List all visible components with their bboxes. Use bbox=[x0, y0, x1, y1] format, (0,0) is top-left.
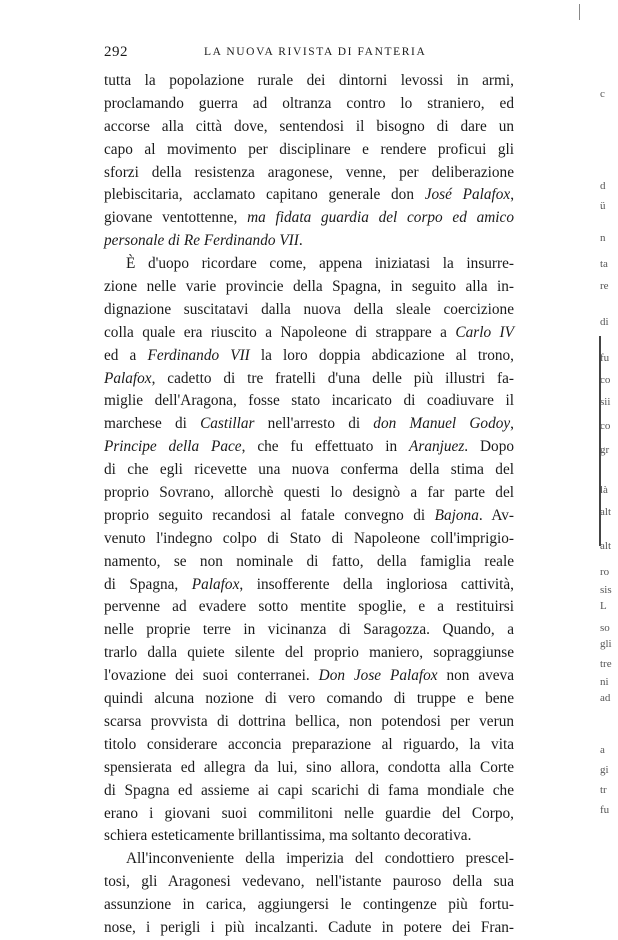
text-line: capo al movimento per disciplinare e rendere proficui gli bbox=[104, 140, 514, 158]
margin-fragment: gr bbox=[600, 444, 610, 456]
text-line: Principe della Pace, che fu effettuato in Aranjuez. Dopo bbox=[104, 438, 514, 456]
margin-fragment: n bbox=[600, 232, 606, 244]
text-line: spensierata ed allegra da lui, sino allora, condotta alla Corte bbox=[104, 758, 514, 776]
margin-fragment: sis bbox=[600, 584, 612, 596]
margin-fragment: co bbox=[600, 374, 611, 386]
margin-fragment: c bbox=[600, 88, 605, 100]
margin-fragment: a bbox=[600, 744, 605, 756]
text-line: trarlo dalla quiete silente del proprio maniero, sopraggiunse bbox=[104, 644, 514, 662]
text-line: pervenne ad evadere sotto mentite spoglie, e a restituirsi bbox=[104, 598, 514, 616]
text-line: venuto l'indegno colpo di Stato di Napoleone coll'imprigio- bbox=[104, 529, 514, 547]
margin-fragment: so bbox=[600, 622, 610, 634]
page-number: 292 bbox=[104, 44, 128, 60]
margin-fragment: là bbox=[600, 484, 608, 496]
margin-fragment: d bbox=[600, 180, 606, 192]
text-line: plebiscitaria, acclamato capitano generale don José Palafox, bbox=[104, 186, 515, 204]
adjacent-page-margin bbox=[596, 0, 618, 900]
text-line: namento, se non nominale di fatto, della famiglia reale bbox=[104, 552, 514, 570]
margin-fragment: gli bbox=[600, 638, 612, 650]
text-line: proclamando guerra ad oltranza contro lo straniero, ed bbox=[104, 94, 514, 112]
scan-mark bbox=[579, 4, 580, 20]
margin-fragment: alt bbox=[600, 506, 611, 518]
margin-fragment: tre bbox=[600, 658, 612, 670]
text-line: titolo considerare acconcia preparazione al riguardo, la vita bbox=[104, 735, 514, 753]
text-line: proprio Sovrano, allorchè questi lo designò a far parte del bbox=[104, 484, 514, 502]
text-line: dignazione suscitatavi dalla nuova della sleale coercizione bbox=[104, 300, 514, 318]
margin-fragment: ni bbox=[600, 676, 609, 688]
text-line: sforzi della resistenza aragonese, venne, per deliberazione bbox=[104, 163, 514, 181]
text-line: assunzione in carica, aggiungersi le contingenze più fortu- bbox=[104, 896, 514, 914]
body-text bbox=[104, 70, 514, 940]
text-line: zione nelle varie provincie della Spagna, in seguito alla in- bbox=[104, 278, 514, 296]
margin-fragment: co bbox=[600, 420, 611, 432]
text-line: Palafox, cadetto di tre fratelli d'una delle più illustri fa- bbox=[104, 369, 514, 387]
margin-fragment: fu bbox=[600, 352, 610, 364]
margin-fragment: gi bbox=[600, 764, 609, 776]
text-line: tosi, gli Aragonesi vedevano, nell'istante pauroso della sua bbox=[104, 873, 514, 891]
text-line: erano i giovani suoi commilitoni nelle guardie del Corpo, bbox=[104, 804, 514, 822]
margin-fragment: alt bbox=[600, 540, 611, 552]
margin-fragment: ro bbox=[600, 566, 610, 578]
text-line: di Spagna, Palafox, insofferente della ingloriosa cattività, bbox=[104, 575, 514, 593]
margin-fragment: re bbox=[600, 280, 609, 292]
text-line: È d'uopo ricordare come, appena iniziatasi la insurre- bbox=[126, 255, 514, 273]
text-line: tutta la popolazione rurale dei dintorni levossi in armi, bbox=[104, 72, 514, 89]
text-line: di che egli ricevette una nuova conferma della stima del bbox=[104, 461, 514, 479]
margin-fragment: ü bbox=[600, 200, 606, 212]
text-line: ed a Ferdinando VII la loro doppia abdicazione al trono, bbox=[104, 346, 514, 364]
running-title: LA NUOVA RIVISTA DI FANTERIA bbox=[204, 46, 427, 58]
text-line: quindi alcuna nozione di vero comando di truppe e bene bbox=[104, 690, 514, 708]
margin-fragment: ad bbox=[600, 692, 611, 704]
text-line: miglie dell'Aragona, fosse stato incaricato di coadiuvare il bbox=[104, 392, 514, 410]
margin-fragment: ta bbox=[600, 258, 608, 270]
text-line: giovane ventottenne, ma fidata guardia del corpo ed amico bbox=[104, 209, 514, 227]
text-line: schiera esteticamente brillantissima, ma soltanto decorativa. bbox=[104, 827, 472, 845]
text-line: di Spagna ed assieme ai capi scarichi di fama mondiale che bbox=[104, 781, 514, 799]
text-line: accorse alla città dove, sentendosi il bisogno di dare un bbox=[104, 117, 514, 135]
text-line: l'ovazione dei suoi conterranei. Don Jose Palafox non aveva bbox=[104, 667, 514, 685]
margin-fragment: tr bbox=[600, 784, 607, 796]
margin-fragment: L bbox=[600, 600, 607, 612]
text-line: scarsa provvista di dottrina bellica, non potendosi per verun bbox=[104, 712, 514, 730]
text-line: personale di Re Ferdinando VII. bbox=[104, 232, 303, 250]
margin-fragment: fu bbox=[600, 804, 610, 816]
text-line: colla quale era riuscito a Napoleone di strappare a Carlo IV bbox=[104, 323, 514, 341]
page-header bbox=[104, 44, 514, 64]
text-line: marchese di Castillar nell'arresto di don Manuel Godoy, bbox=[104, 415, 514, 433]
text-line: nose, i perigli i più incalzanti. Cadute in potere dei Fran- bbox=[104, 918, 514, 936]
margin-fragment: di bbox=[600, 316, 609, 328]
margin-fragment: sii bbox=[600, 396, 611, 408]
text-line: nelle proprie terre in vicinanza di Saragozza. Quando, a bbox=[104, 621, 514, 639]
text-line: All'inconveniente della imperizia del condottiero prescel- bbox=[126, 850, 514, 868]
text-line: proprio seguito recandosi al fatale convegno di Bajona. Av- bbox=[104, 506, 514, 524]
